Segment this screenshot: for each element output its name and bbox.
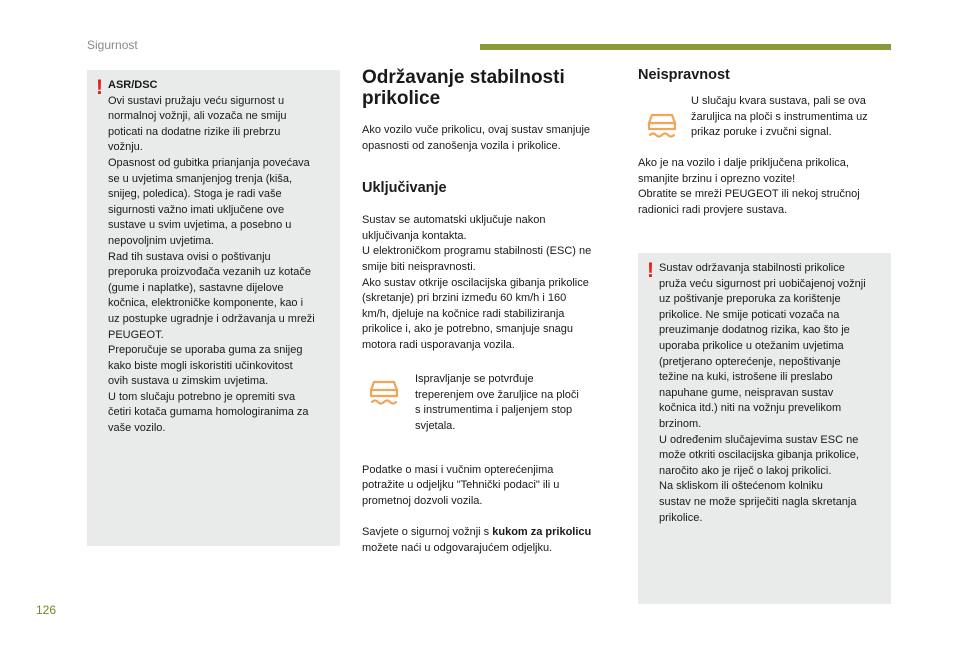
page-title: Održavanje stabilnosti prikolice xyxy=(362,67,565,109)
trailer-stability-column xyxy=(362,67,614,354)
footer-text-1: Podatke o masi i vučnim opterećenjima potražite u odjeljku "Tehnički podaci" ili u prometnoj dozvoli vozila. xyxy=(362,463,560,507)
icon-description: Ispravljanje se potvrđuje treperenjem ove žaruljice na ploči s instrumentima i paljenjem stop svjetala. xyxy=(415,373,579,432)
intro-text: Ako vozilo vuče prikolicu, ovaj sustav smanjuje opasnosti od zanošenja vozila i prikolice. xyxy=(362,124,591,152)
footer-text-2-prefix: Savjete o sigurnoj vožnji s xyxy=(362,525,493,538)
esc-warning-icon xyxy=(366,378,402,408)
trailer-stability-warning-note xyxy=(638,253,891,604)
header-accent-bar xyxy=(480,44,891,50)
section-title-activation: Uključivanje xyxy=(362,180,447,197)
note-body: Sustav održavanja stabilnosti prikolice pruža veću sigurnost pri uobičajenoj vožnji uz poštivanje preporuka za korištenje prikolice. Ne smije poticati vozača na preuzimanje dodatnog rizika, kao što je uporaba prikolice u otežanim uvjetima (pretjerano opterećenje, nepoštivanje težine na kuki, istrošene ili preslabo napuhane gume, neispravan sustav kočnica itd.) niti na vožnju prevelikom brzinom. U određenim slučajevima sustav ESC ne može otkriti oscilacijska gibanja prikolice, naročito ako je riječ o lakoj prikolici. Na skliskom ili oštećenom kolniku sustav ne može spriječiti nagla skretanja prikolice. xyxy=(659,262,866,524)
footer-text-2-suffix: možete naći u odgovarajućem odjeljku. xyxy=(362,541,553,554)
malfunction-icon-description: U slučaju kvara sustava, pali se ova žaruljica na ploči s instrumentima uz prikaz poruke i zvučni signal. xyxy=(691,95,868,139)
section-label: Sigurnost xyxy=(87,38,138,52)
esc-malfunction-icon xyxy=(644,111,680,141)
section-title-malfunction: Neispravnost xyxy=(638,67,730,83)
malfunction-text: Ako je na vozilo i dalje priključena prikolica, smanjite brzinu i oprezno vozite! Obratite se mreži PEUGEOT ili nekoj stručnoj radionici radi provjere sustava. xyxy=(638,157,860,216)
note-body: Ovi sustavi pružaju veću sigurnost u normalnoj vožnji, ali vozača ne smiju poticati na dodatne rizike ili prebrzu vožnju. Opasnost od gubitka prianjanja povećava se u uvjetima smanjenjog trenja (kiša, snijeg, poledica). Stoga je radi vaše sigurnosti važno imati uključene ove sustave u svim uvjetima, a posebno u nepovoljnim uvjetima. Rad tih sustava ovisi o poštivanju preporuka proizvođača vezanih uz kotače (gume i naplatke), sastavne dijelove kočnica, elektroničke komponente, kao i uz postupke ugradnje i održavanja u mreži PEUGEOT. Preporučuje se uporaba guma za snijeg kako biste mogli iskoristiti učinkovitost ovih sustava u zimskim uvjetima. U tom slučaju potrebno je opremiti sva četiri kotača gumama homologiranima za vaše vozilo. xyxy=(108,94,315,435)
asr-dsc-warning-note xyxy=(87,70,340,546)
warning-exclamation-icon: ! xyxy=(96,76,103,99)
footer-text xyxy=(362,447,617,556)
footer-text-2-bold: kukom za prikolicu xyxy=(492,525,592,538)
activation-text: Sustav se automatski uključuje nakon uključivanja kontakta. U elektroničkom programu stabilnosti (ESC) ne smije biti neispravnosti. Ako sustav otkrije oscilacijska gibanja prikolice (skretanje) pri brzini između 60 km/h i 160 km/h, djeluje na kočnice radi stabiliziranja prikolice i, ako je potrebno, smanjuje snagu motora radi usporavanja vozila. xyxy=(362,214,592,351)
warning-exclamation-icon: ! xyxy=(647,259,654,282)
malfunction-column xyxy=(638,67,890,83)
note-title: ASR/DSC xyxy=(108,79,158,91)
page-number: 126 xyxy=(36,603,57,617)
